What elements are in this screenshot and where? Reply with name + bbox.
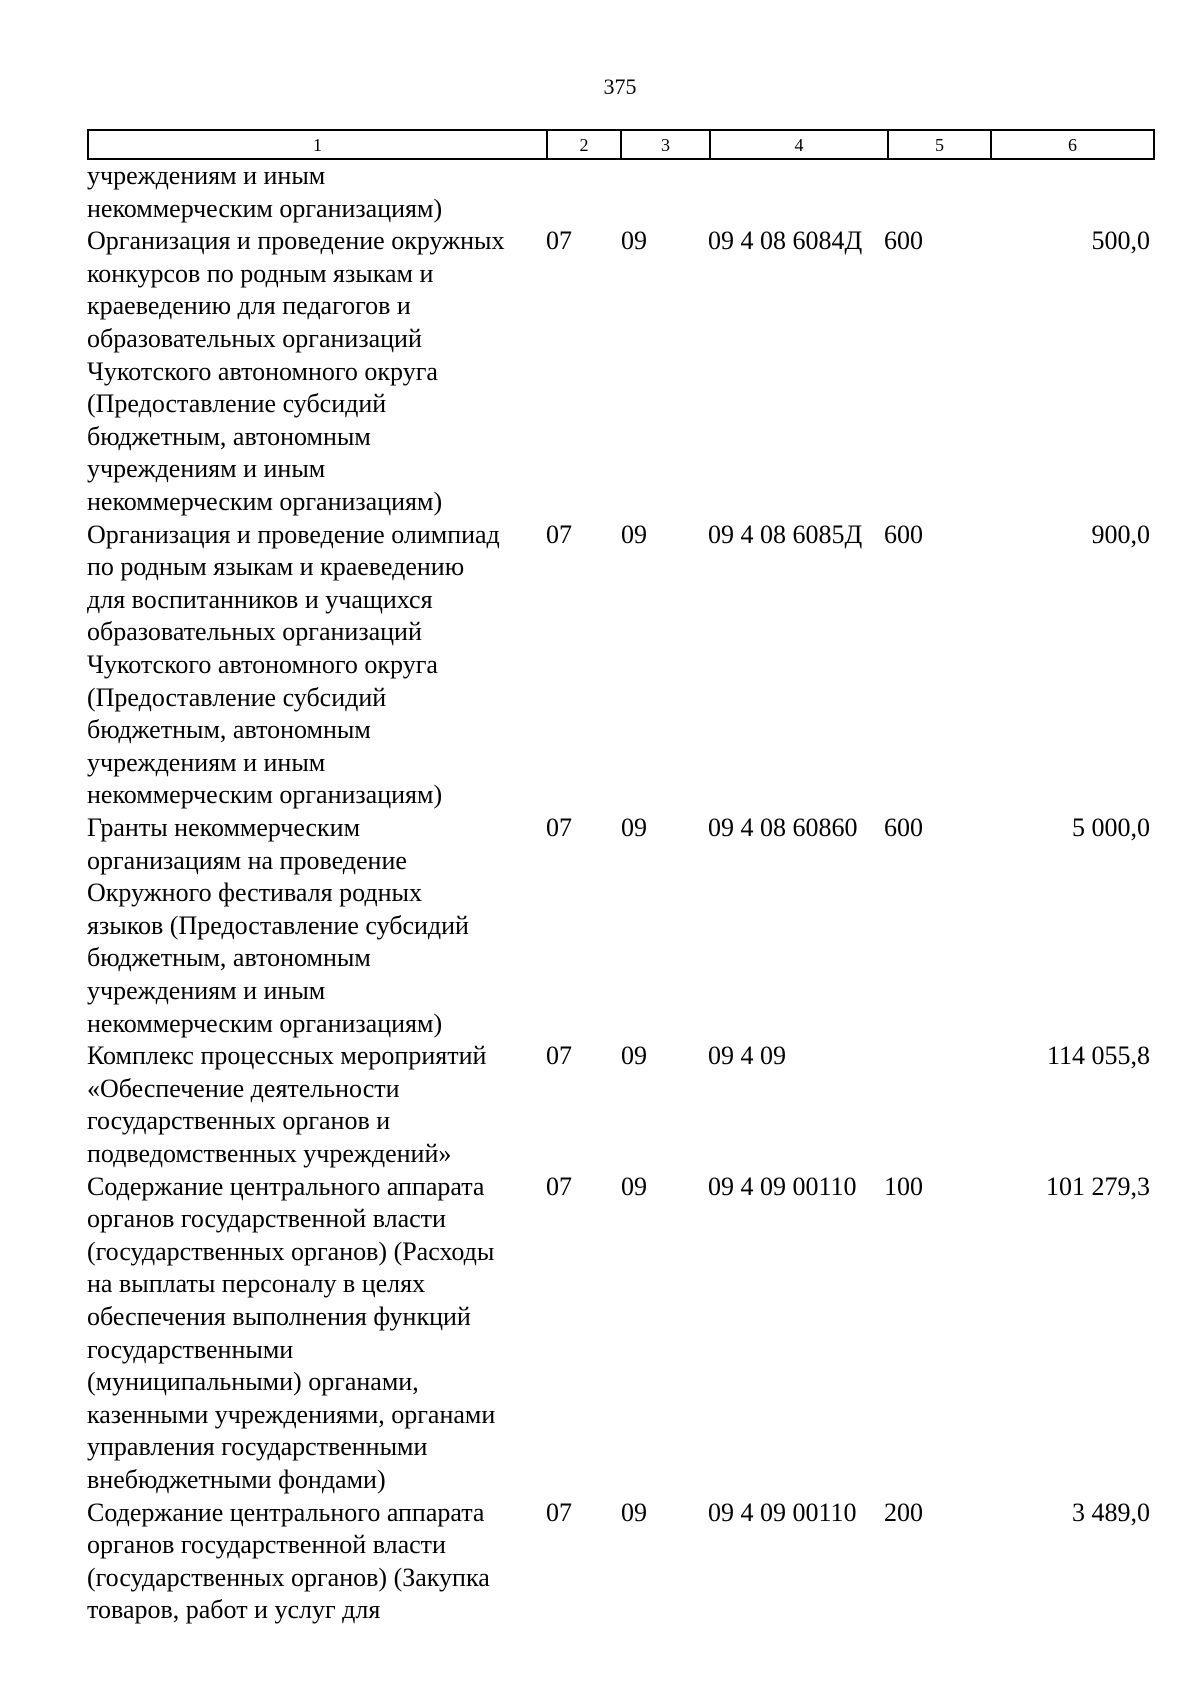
- row-name: Организация и проведение олимпиад по родным языкам и краеведению для воспитанников и учащихся образовательных организаций Чукотского автономного округа (Предоставление субсидий бюджетным, автономным учреждениям и иным некоммерческим организациям): [87, 519, 500, 810]
- row-subsection: 09: [621, 519, 647, 549]
- row-section: 07: [546, 519, 572, 549]
- header-col-3: 3: [621, 130, 710, 159]
- row-amount: 5 000,0: [1072, 812, 1150, 842]
- row-name: Содержание центрального аппарата органов государственной власти (государственных органов) (Расходы на выплаты персоналу в целях обеспечения выполнения функций государственными (муниципальными) органами, казенными учреждениями, органами управления государственными внебюджетными фондами): [87, 1171, 496, 1494]
- row-amount: 114 055,8: [1046, 1041, 1150, 1071]
- header-col-1: 1: [88, 130, 547, 159]
- row-name: Гранты некоммерческим организациям на проведение Окружного фестиваля родных языков (Предоставление субсидий бюджетным, автономным учреждениям и иным некоммерческим организациям): [87, 812, 469, 1038]
- row-target-code: 09 4 08 6085Д: [708, 519, 863, 549]
- row-amount: 101 279,3: [1046, 1171, 1150, 1201]
- row-expense-type: 600: [884, 812, 923, 842]
- table-row: [0, 225, 1200, 518]
- row-section: 07: [546, 226, 572, 256]
- table-header: [87, 129, 1155, 160]
- row-target-code: 09 4 09 00110: [708, 1497, 857, 1527]
- row-subsection: 09: [621, 226, 647, 256]
- row-target-code: 09 4 08 6084Д: [708, 226, 863, 256]
- row-expense-type: 100: [884, 1171, 923, 1201]
- row-section: 07: [546, 812, 572, 842]
- table-row: [0, 812, 1200, 1040]
- row-expense-type: 200: [884, 1497, 923, 1527]
- table-row: [0, 1171, 1200, 1497]
- continuation-row: [0, 160, 1200, 225]
- header-col-6: 6: [991, 130, 1154, 159]
- row-subsection: 09: [621, 1497, 647, 1527]
- header-col-4: 4: [710, 130, 888, 159]
- row-amount: 500,0: [1091, 226, 1150, 256]
- row-section: 07: [546, 1041, 572, 1071]
- row-target-code: 09 4 09 00110: [708, 1171, 857, 1201]
- row-section: 07: [546, 1497, 572, 1527]
- header-col-2: 2: [547, 130, 621, 159]
- page-number: 375: [603, 74, 637, 99]
- row-expense-type: 600: [884, 226, 923, 256]
- header-col-5: 5: [888, 130, 991, 159]
- row-target-code: 09 4 08 60860: [708, 812, 858, 842]
- row-subsection: 09: [621, 1171, 647, 1201]
- continuation-text: учреждениям и иным некоммерческим организациям): [87, 161, 443, 223]
- row-expense-type: 600: [884, 519, 923, 549]
- row-subsection: 09: [621, 812, 647, 842]
- table-row: [0, 1497, 1200, 1627]
- row-name: Организация и проведение окружных конкурсов по родным языкам и краеведению для педагогов и образовательных организаций Чукотского автономного округа (Предоставление субсидий бюджетным, автономным учреждениям и иным некоммерческим организациям): [87, 226, 505, 516]
- table-body: [0, 160, 1200, 1627]
- table-row: [0, 519, 1200, 812]
- row-section: 07: [546, 1171, 572, 1201]
- row-amount: 3 489,0: [1072, 1497, 1150, 1527]
- row-amount: 900,0: [1091, 519, 1150, 549]
- table-row: [0, 1040, 1200, 1170]
- row-subsection: 09: [621, 1041, 647, 1071]
- row-target-code: 09 4 09: [708, 1041, 786, 1071]
- row-name: Комплекс процессных мероприятий «Обеспечение деятельности государственных органов и подведомственных учреждений»: [87, 1041, 487, 1168]
- row-name: Содержание центрального аппарата органов государственной власти (государственных органов) (Закупка товаров, работ и услуг для: [87, 1497, 490, 1625]
